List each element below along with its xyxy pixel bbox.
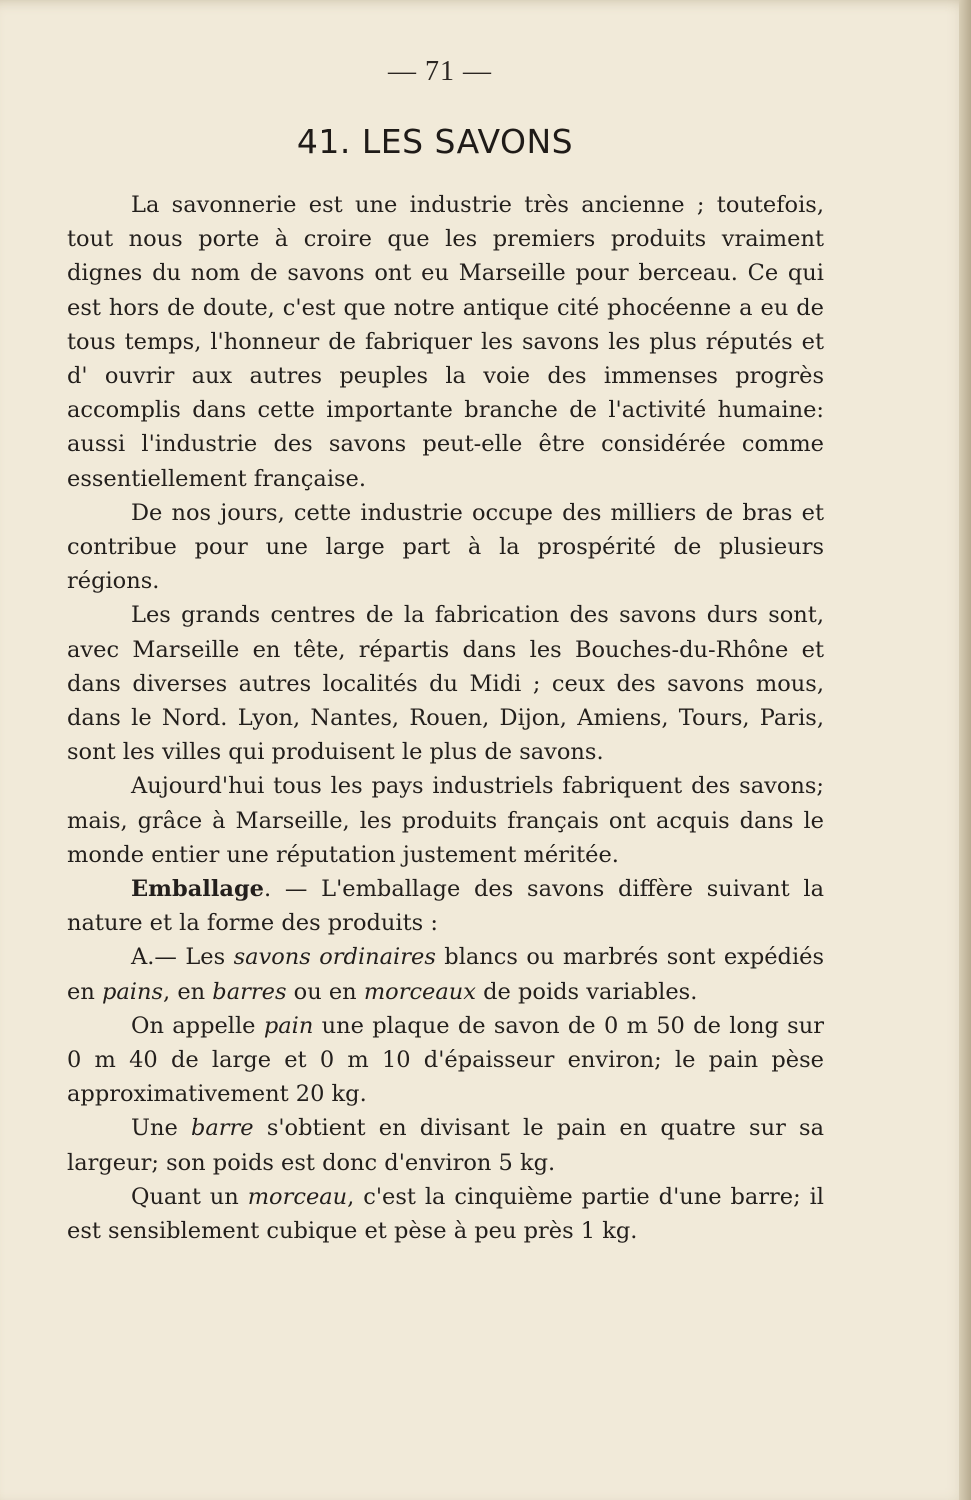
paragraph-barre [67, 1111, 824, 1179]
barre-text-a: Une [131, 1115, 191, 1142]
term-barres: barres [212, 978, 287, 1005]
term-morceau: morceau [247, 1183, 348, 1210]
paragraph-history: La savonnerie est une industrie très ancienne ; toutefois, tout nous porte à croire que les premiers produits vraiment dignes du nom de savons ont eu Marseille pour berceau. Ce qui est hors de doute, c'est que notre antique cité phocéenne a eu de tous temps, l'honneur de fabriquer les savons les plus réputés et d' ouvrir aux autres peuples la voie des immenses progrès accomplis dans cette importante branche de l'activité humaine: aussi l'industrie des savons peut-elle être considérée comme essentiellement française. [67, 192, 824, 492]
paragraph-morceau [67, 1180, 824, 1248]
forms-text-a: A.— Les [131, 944, 234, 971]
section-heading-emballage: Emballage [131, 876, 264, 903]
term-barre: barre [190, 1115, 254, 1142]
packaging-text: . — L'emballage des savons diffère suivant la nature et la forme des produits : [67, 876, 824, 937]
term-pains: pains [101, 978, 164, 1005]
page-edge [959, 0, 971, 1500]
forms-text-c: blancs ou marbrés sont expédiés en [67, 944, 825, 1005]
paragraph-centers: Les grands centres de la fabrication des savons durs sont, avec Marseille en tête, répartis dans les Bouches-du-Rhône et dans diverses autres localités du Midi ; ceux des savons mous, dans le Nord. Lyon, Nantes, Rouen, Dijon, Amiens, Tours, Paris, sont les villes qui produisent le plus de savons. [67, 602, 824, 766]
chapter-title: 41. LES SAVONS [296, 122, 574, 161]
paragraph-today: De nos jours, cette industrie occupe des milliers de bras et contribue pour une large part à la prospérité de plusieurs régions. [67, 499, 824, 595]
term-morceaux: morceaux [363, 978, 476, 1005]
body-text [67, 188, 824, 1248]
paragraph-forms [67, 940, 824, 1008]
barre-text-c: s'obtient en divisant le pain en quatre sur sa largeur; son poids est donc d'environ 5 kg. [67, 1115, 824, 1176]
term-savons-ordinaires: savons ordinaires [233, 944, 436, 971]
forms-text-e: , en [163, 978, 213, 1005]
forms-text-g: ou en [286, 978, 364, 1005]
paragraph-reputation: Aujourd'hui tous les pays industriels fabriquent des savons; mais, grâce à Marseille, les produits français ont acquis dans le monde entier une réputation justement méritée. [67, 773, 824, 868]
pain-text-a: On appelle [131, 1012, 264, 1039]
morceau-text-a: Quant un [131, 1183, 248, 1210]
paragraph-packaging [67, 872, 824, 940]
morceau-text-c: , c'est la cinquième partie d'une barre; il est sensiblement cubique et pèse à peu près 1 kg. [67, 1183, 824, 1245]
pain-text-c: une plaque de savon de 0 m 50 de long sur 0 m 40 de large et 0 m 10 d'épaisseur environ; le pain pèse approximativement 20 kg. [67, 1012, 824, 1108]
page-number: — 71 — [388, 56, 492, 87]
forms-text-i: de poids variables. [475, 978, 698, 1005]
term-pain: pain [263, 1012, 314, 1039]
paragraph-pain [67, 1009, 824, 1112]
